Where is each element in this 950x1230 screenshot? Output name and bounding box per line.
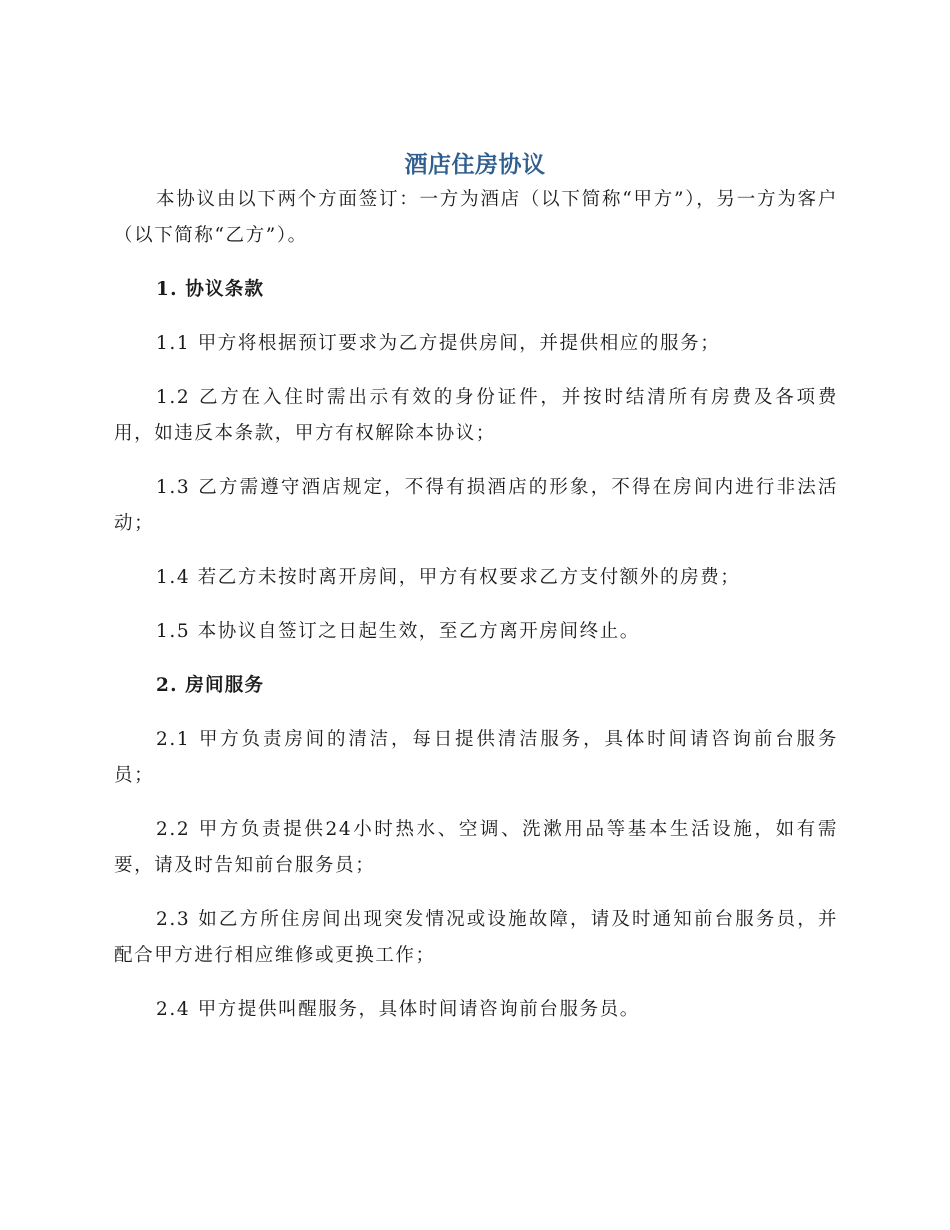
clause-2-3: 2.3 如乙方所住房间出现突发情况或设施故障，请及时通知前台服务员，并配合甲方进行相应维修或更换工作； xyxy=(114,909,838,966)
clause-2-2: 2.2 甲方负责提供24小时热水、空调、洗漱用品等基本生活设施，如有需要，请及时告知前台服务员； xyxy=(114,819,838,876)
clause-2-4: 2.4 甲方提供叫醒服务，具体时间请咨询前台服务员。 xyxy=(156,999,640,1020)
clause-1-3: 1.3 乙方需遵守酒店规定，不得有损酒店的形象，不得在房间内进行非法活动； xyxy=(114,477,838,534)
section-heading-room-service: 2. 房间服务 xyxy=(156,675,265,696)
clause-1-1: 1.1 甲方将根据预订要求为乙方提供房间，并提供相应的服务； xyxy=(156,333,721,354)
section-heading-terms: 1. 协议条款 xyxy=(156,279,265,300)
document-body xyxy=(114,182,838,1028)
intro-paragraph: 本协议由以下两个方面签订：一方为酒店（以下简称“甲方”），另一方为客户（以下简称“乙方”）。 xyxy=(114,189,838,246)
clause-1-4: 1.4 若乙方未按时离开房间，甲方有权要求乙方支付额外的房费； xyxy=(156,567,741,588)
clause-1-5: 1.5 本协议自签订之日起生效，至乙方离开房间终止。 xyxy=(156,621,640,642)
clause-2-1: 2.1 甲方负责房间的清洁，每日提供清洁服务，具体时间请咨询前台服务员； xyxy=(114,729,838,786)
document-title: 酒店住房协议 xyxy=(404,152,546,178)
clause-1-2: 1.2 乙方在入住时需出示有效的身份证件，并按时结清所有房费及各项费用，如违反本条款，甲方有权解除本协议； xyxy=(114,387,838,444)
